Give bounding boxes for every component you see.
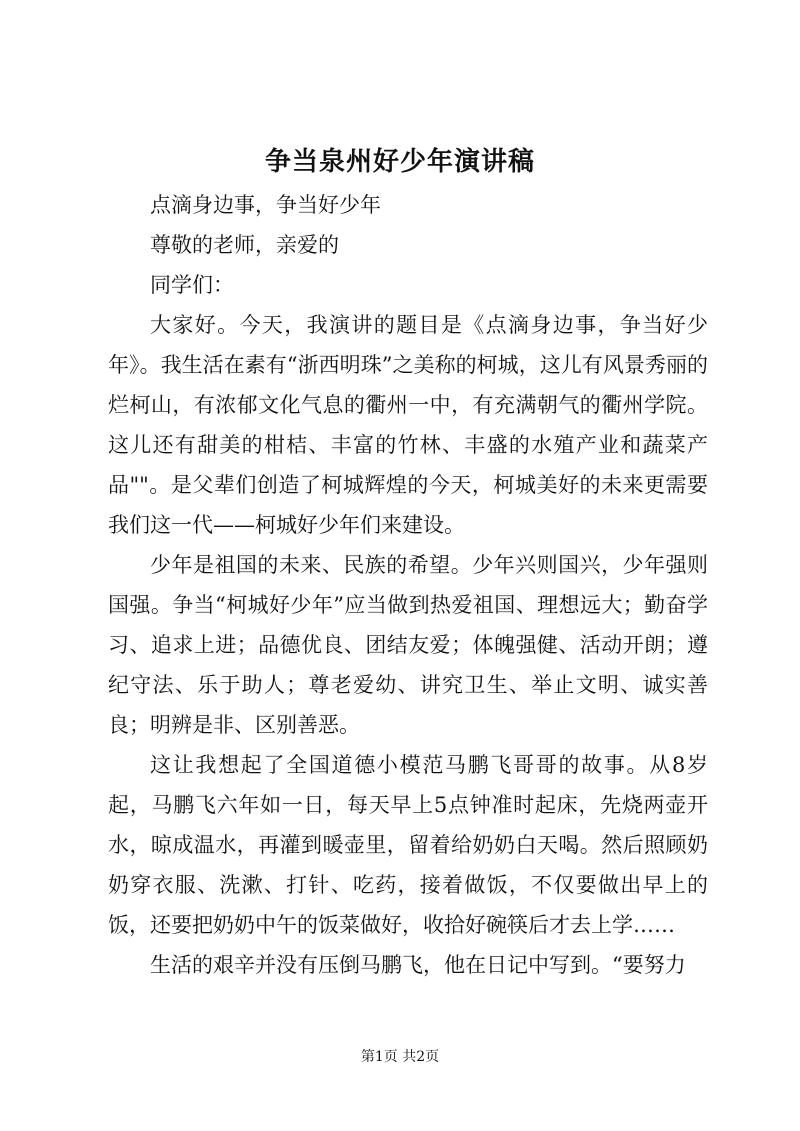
paragraph-story: 这让我想起了全国道德小模范马鹏飞哥哥的故事。从8岁起，马鹏飞六年如一日，每天早上5点钟准时起床，先烧两壶开水，晾成温水，再灌到暖壶里，留着给奶奶白天喝。然后照顾奶奶穿衣服、洗漱、打针、吃药，接着做饭，不仅要做出早上的饭，还要把奶奶中午的饭菜做好，收拾好碗筷后才去上学…… [108,753,708,937]
paragraph-salutation-1: 尊敬的老师，亲爱的 [150,233,339,257]
paragraph-subtitle: 点滴身边事，争当好少年 [150,193,381,217]
page-footer: 第1页 共2页 [360,1049,440,1065]
paragraph-continued: 生活的艰辛并没有压倒马鹏飞，他在日记中写到。“要努力 [150,953,686,977]
paragraph-youth: 少年是祖国的未来、民族的希望。少年兴则国兴，少年强则国强。争当“柯城好少年”应当做到热爱祖国、理想远大；勤奋学习、追求上进；品德优良、团结友爱；体魄强健、活动开朗；遵纪守法、乐于助人；尊老爱幼、讲究卫生、举止文明、诚实善良；明辨是非、区别善恶。 [108,553,708,737]
paragraph-intro: 大家好。今天，我演讲的题目是《点滴身边事，争当好少年》。我生活在素有“浙西明珠”之美称的柯城，这儿有风景秀丽的烂柯山，有浓郁文化气息的衢州一中，有充满朝气的衢州学院。这儿还有甜美的柑桔、丰富的竹林、丰盛的水殖产业和蔬菜产品""。是父辈们创造了柯城辉煌的今天，柯城美好的未来更需要我们这一代——柯城好少年们来建设。 [108,313,708,537]
document-body [108,185,708,985]
paragraph-salutation-2: 同学们： [150,273,234,297]
document-title: 争当泉州好少年演讲稿 [264,147,535,177]
